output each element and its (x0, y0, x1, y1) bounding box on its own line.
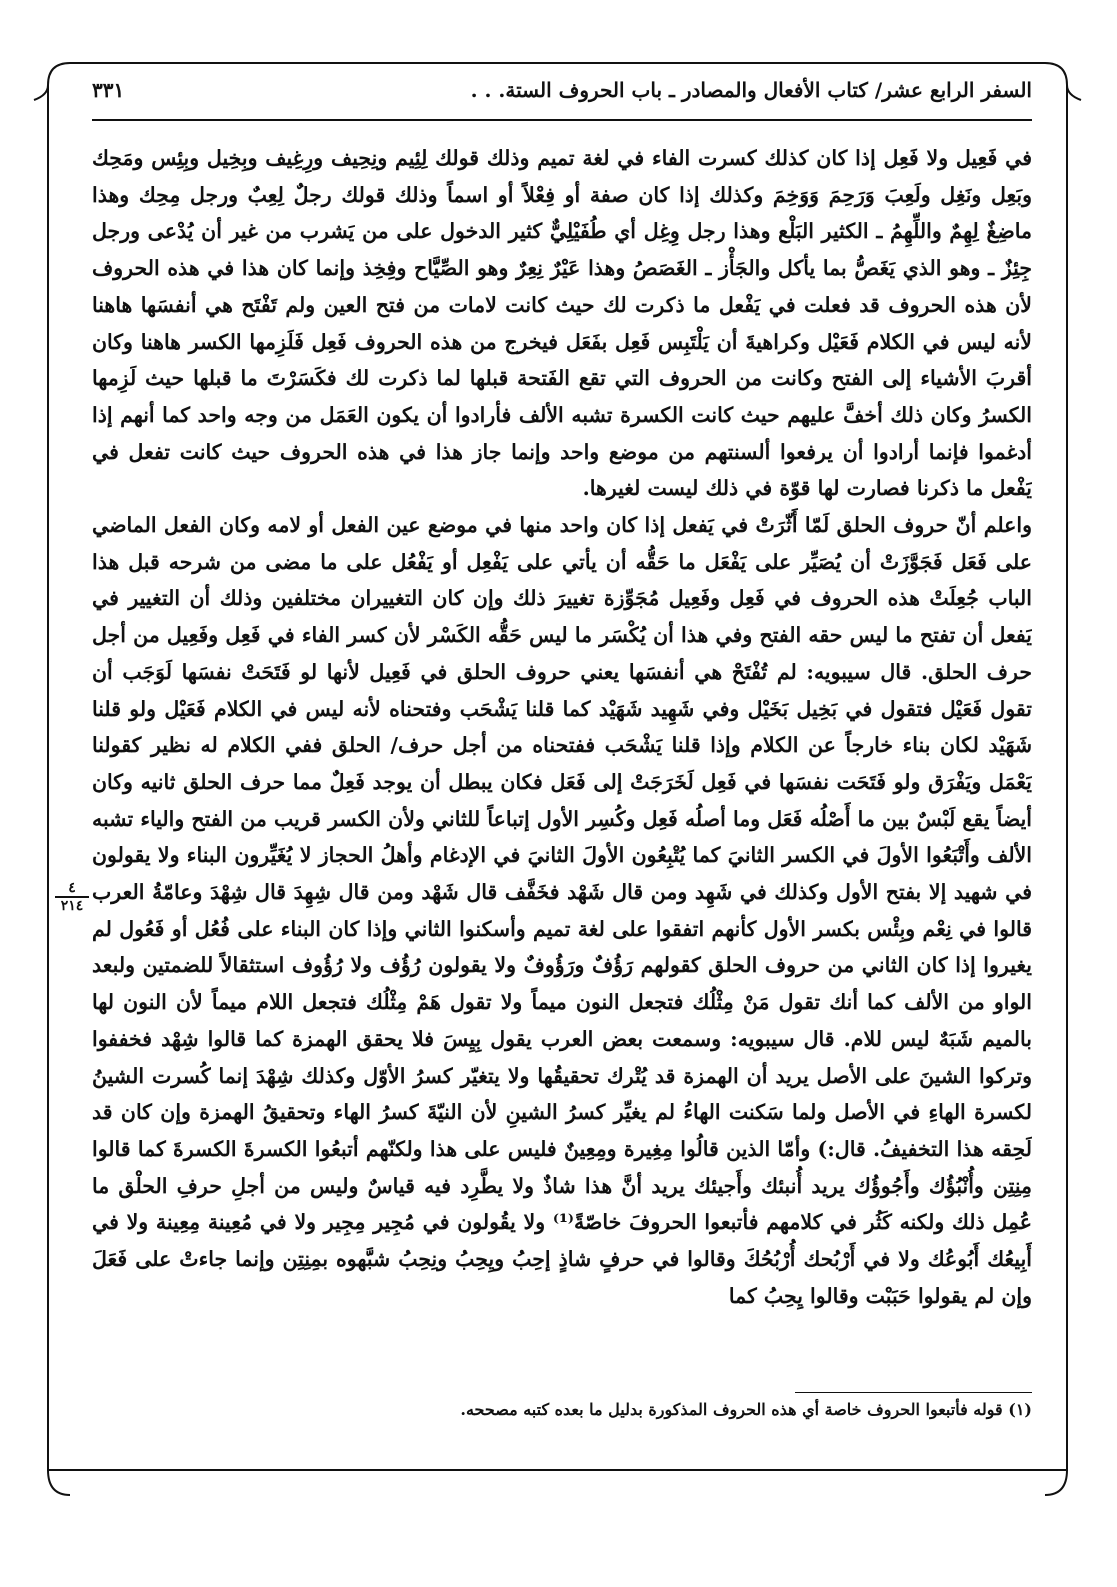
margin-reference (55, 880, 89, 914)
margin-reference-bottom: ٢١٤ (60, 898, 84, 914)
paragraph: واعلم أنّ حروف الحلق لَمّا أَثّرَتْ في يَفعل إذا كان واحد منها في موضع عين الفعل أو لامه وكان الفعل الماضي على فَعَل فَجَوَّزَتْ أن يُصَيِّر على يَفْعَل ما حَقُّه أن يأتي على يَفْعِل أو يَفْعُل على ما مضى من شرحه قبل هذا الباب جُعِلَتْ هذه الحروف في فَعِل وفَعِيل مُجَوِّزة تغييرَ ذلك وإن كان التغييران مختلفين وذلك أن التغيير في يَفعل أن تفتح ما ليس حقه الفتح وفي هذا أن يُكْسَر ما ليس حَقُّه الكَسْر لأن كسر الفاء في فَعِل وفَعِيل من أجل حرف الحلق. قال سيبويه: لم تُفْتَحْ هي أنفسَها يعني حروف الحلق في فَعِيل لأنها لو فَتَحَتْ نفسَها لَوَجَب أن تقول فَعَيْل فتقول في بَخِيل بَخَيْل وفي شَهِيد شَهَيْد كما قلنا يَشْحَب وفتحناه لأنه ليس في الكلام فَعَيْل ولو قلنا شَهَيْد لكان بناء خارجاً عن الكلام وإذا قلنا يَشْحَب ففتحناه من أجل حرف/ الحلق ففي الكلام له نظير كقولنا يَعْمَل ويَفْرَق ولو فَتَحَت نفسَها في فَعِل لَخَرَجَتْ إلى فَعَل فكان يبطل أن يوجد فَعِلٌ مما حرف الحلق ثانيه وكان أيضاً يقع لَبْسٌ بين ما أَصْلُه فَعَل وما أصلُه فَعِل وكُسِر الأول إتباعاً للثاني ولأن الكسر قريب من الفتح والياء تشبه الألف وأَتْبَعُوا الأولَ في الكسر الثانيَ كما يُتْبِعُون الأولَ الثانيَ في الإدغام وأهلُ الحجاز لا يُغَيِّرون البناء ولا يقولون في شهيد إلا بفتح الأول وكذلك في شَهِد ومن قال شَهْد فخَفَّف قال شَهْد ومن قال شِهِدَ قال شِهْدَ وعامّةُ العرب قالوا في نِعْم وبِئْس بكسر الأول كأنهم اتفقوا على لغة تميم وأسكنوا الثاني وإذا كان البناء على فُعُل أو فَعُول لم يغيروا إذا كان الثاني من حروف الحلق كقولهم رَؤُفٌ ورَؤُوفٌ ولا يقولون رُؤُف ولا رُؤُوف استثقالاً للضمتين ولبعد الواو من الألف كما أنك تقول مَنْ مِثْلُك فتجعل النون ميماً ولا تقول هَمْ مِثْلُك فتجعل اللام ميماً لأن النون لها بالميم شَبَهٌ ليس للام. قال سيبويه: وسمعت بعض العرب يقول بِيِسَ فلا يحقق الهمزة كما قالوا شِهْد فخففوا وتركوا الشينَ على الأصل يريد أن الهمزة قد يُتْرك تحقيقُها ولا يتغيّر كسرُ الأوّل وكذلك شِهْدَ إنما كُسرت الشينُ لكسرة الهاءِ في الأصل ولما سَكنت الهاءُ لم يغيِّر كسرُ الشينِ لأن النيّةَ كسرُ الهاء وتحقيقُ الهمزة وإن كان قد لَحِقه هذا التخفيفُ. قال:) وأمّا الذين قالُوا مِغِيرة ومِعِينٌ فليس على هذا ولكنّهم أتبعُوا الكسرةَ الكسرةَ كما قالوا مِنِتِن وأُنْبُؤُك وأَجُوؤُك يريد أُنبئك وأَجيئك يريد أنَّ هذا شاذٌ ولا يطَّرِد فيه قياسٌ وليس من أجلِ حرفِ الحلْق ما عُمِل ذلك ولكنه كَثُر في كلامهم فأتبعوا الحروفَ خاصّةً⁽¹⁾ ولا يقُولون في مُجِير مِجِير ولا في مُعِينة مِعِينة ولا في أَبِيعُك أَبُوعُك ولا في أَرْبُحك أُرْبُحُكَ وقالوا في حرفٍ شاذٍ إحِبُ ويِحِبُ ونِحِبُ شبَّهوه بمِنِتِن وإنما جاءتْ على فَعَلَ وإن لم يقولوا حَبَبْت وقالوا يِحِبُ كما (92, 513, 1032, 1308)
running-header (92, 78, 1032, 118)
page-number: ٣٣١ (92, 78, 125, 102)
header-rule (92, 119, 1032, 121)
footnote-text: قوله فأتبعوا الحروف خاصة أي هذه الحروف المذكورة بدليل ما بعده كتبه مصححه. (460, 1400, 1003, 1419)
header-title: السفر الرابع عشر/ كتاب الأفعال والمصادر ـ باب الحروف الستة. . . (470, 78, 1032, 102)
paragraph: في فَعِيل ولا فَعِل إذا كان كذلك كسرت الفاء في لغة تميم وذلك قولك لِئِيم ونِحِيف ورِغِيف وبِخِيل وبِئِس ومَحِك وبَعِل ونَغِل ولَعِبَ وَرَحِمَ وَوَخِمَ وكذلك إذا كان صفة أو فِعْلاً أو اسماً وذلك قولك رجلٌ لِعِبٌ ورجل مِحِك وهذا ماضِغٌ لِهِمٌ واللِّهِمُ ـ الكثير البَلْع وهذا رجل وِغِل أي طُفَيْلِيٌّ كثير الدخول على من يَشرب من غير أن يُدْعى ورجل جِئِزٌ ـ وهو الذي يَغَصُّ بما يأكل والجَأْز ـ الغَصَصُ وهذا عَيْرٌ نِعِرٌ وهو الصِّيَّاح وفِخِذ وإنما كان هذا في هذه الحروف لأن هذه الحروف قد فعلت في يَفْعل ما ذكرت لك حيث كانت لامات من فتح العين ولم تَفْتَح هي أنفسَها هاهنا لأنه ليس في الكلام فَعَيْل وكراهيةَ أن يَلْتَبِس فَعِل بفَعَل فيخرج من هذه الحروف فَعِل فَلَزِمها الكسر هاهنا وكان أقربَ الأشياء إلى الفتح وكانت من الحروف التي تقع الفَتحة قبلها لما ذكرت لك فكَسَرْتَ ما قبلها حيث لَزِمها الكسرُ وكان ذلك أخفَّ عليهم حيث كانت الكسرة تشبه الألف فأرادوا أن يكون العَمَل من وجه واحد كما أنهم إذا أدغموا فإنما أرادوا أن يرفعوا ألسنتهم من موضع واحد وإنما جاز هذا في هذه الحروف حيث كانت تفعل في يَفْعل ما ذكرنا فصارت لها قوّة في ذلك ليست لغيرها. (92, 146, 1032, 501)
margin-reference-top: ٤ (55, 880, 89, 898)
footnote-marker: (١) (1008, 1400, 1032, 1419)
main-text (92, 140, 1032, 1380)
footnote (92, 1400, 1032, 1419)
footnote-rule (795, 1392, 1032, 1393)
